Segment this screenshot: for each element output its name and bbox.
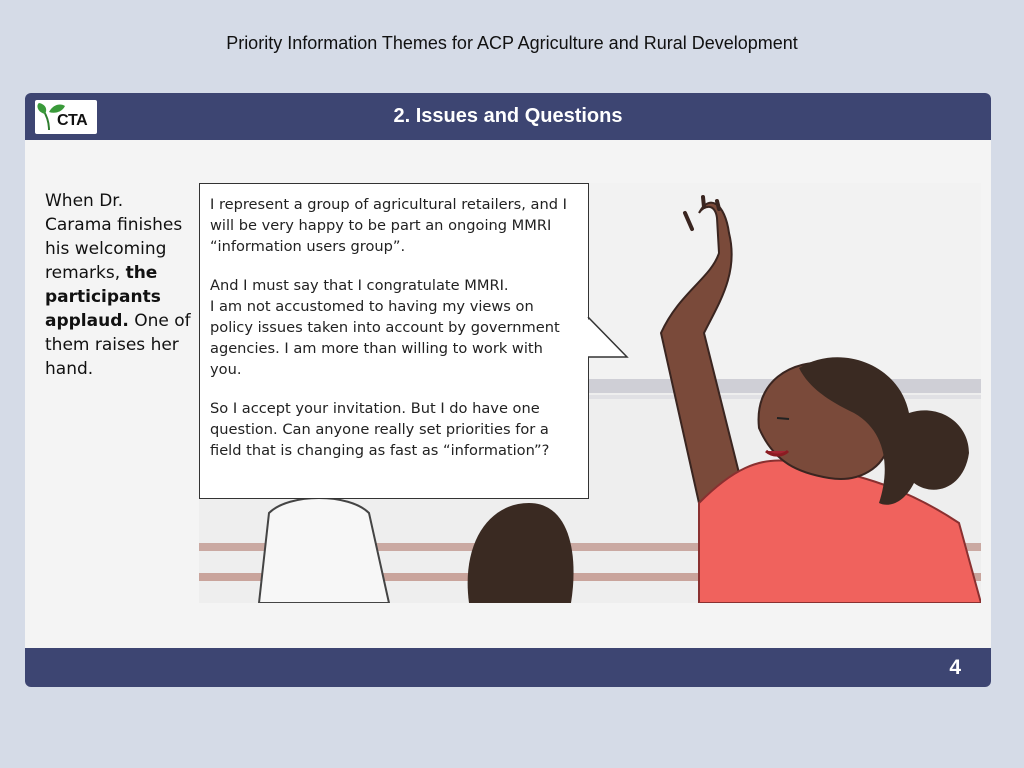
narration-bold: the participants applaud. [45, 263, 161, 331]
speech-bubble [199, 183, 589, 499]
speech-bubble-tail [587, 313, 631, 363]
slide [25, 93, 991, 687]
slide-header-bar [25, 93, 991, 140]
narration-part2: One of them raises her hand. [45, 311, 191, 379]
presentation-title: Priority Information Themes for ACP Agriculture and Rural Development [226, 33, 798, 53]
speech-para-2-line2: I am not accustomed to having my views on policy issues taken into account by government agencies. I am more than willing to work with you. [210, 298, 560, 378]
page-number: 4 [949, 656, 961, 679]
logo-text: CTA [57, 112, 88, 129]
speech-para-2 [210, 275, 578, 380]
slide-footer-bar [25, 648, 991, 687]
speech-para-1: I represent a group of agricultural retailers, and I will be very happy to be part an ongoing MMRI “information users group”. [210, 196, 567, 255]
speech-para-3: So I accept your invitation. But I do have one question. Can anyone really set priorities for a field that is changing as fast as “information”? [210, 400, 550, 459]
narration-text [45, 189, 193, 381]
speech-para-2-line1: And I must say that I congratulate MMRI. [210, 277, 509, 294]
narration-part1: When Dr. Carama finishes his welcoming remarks, [45, 191, 183, 283]
slide-heading: 2. Issues and Questions [393, 105, 623, 127]
